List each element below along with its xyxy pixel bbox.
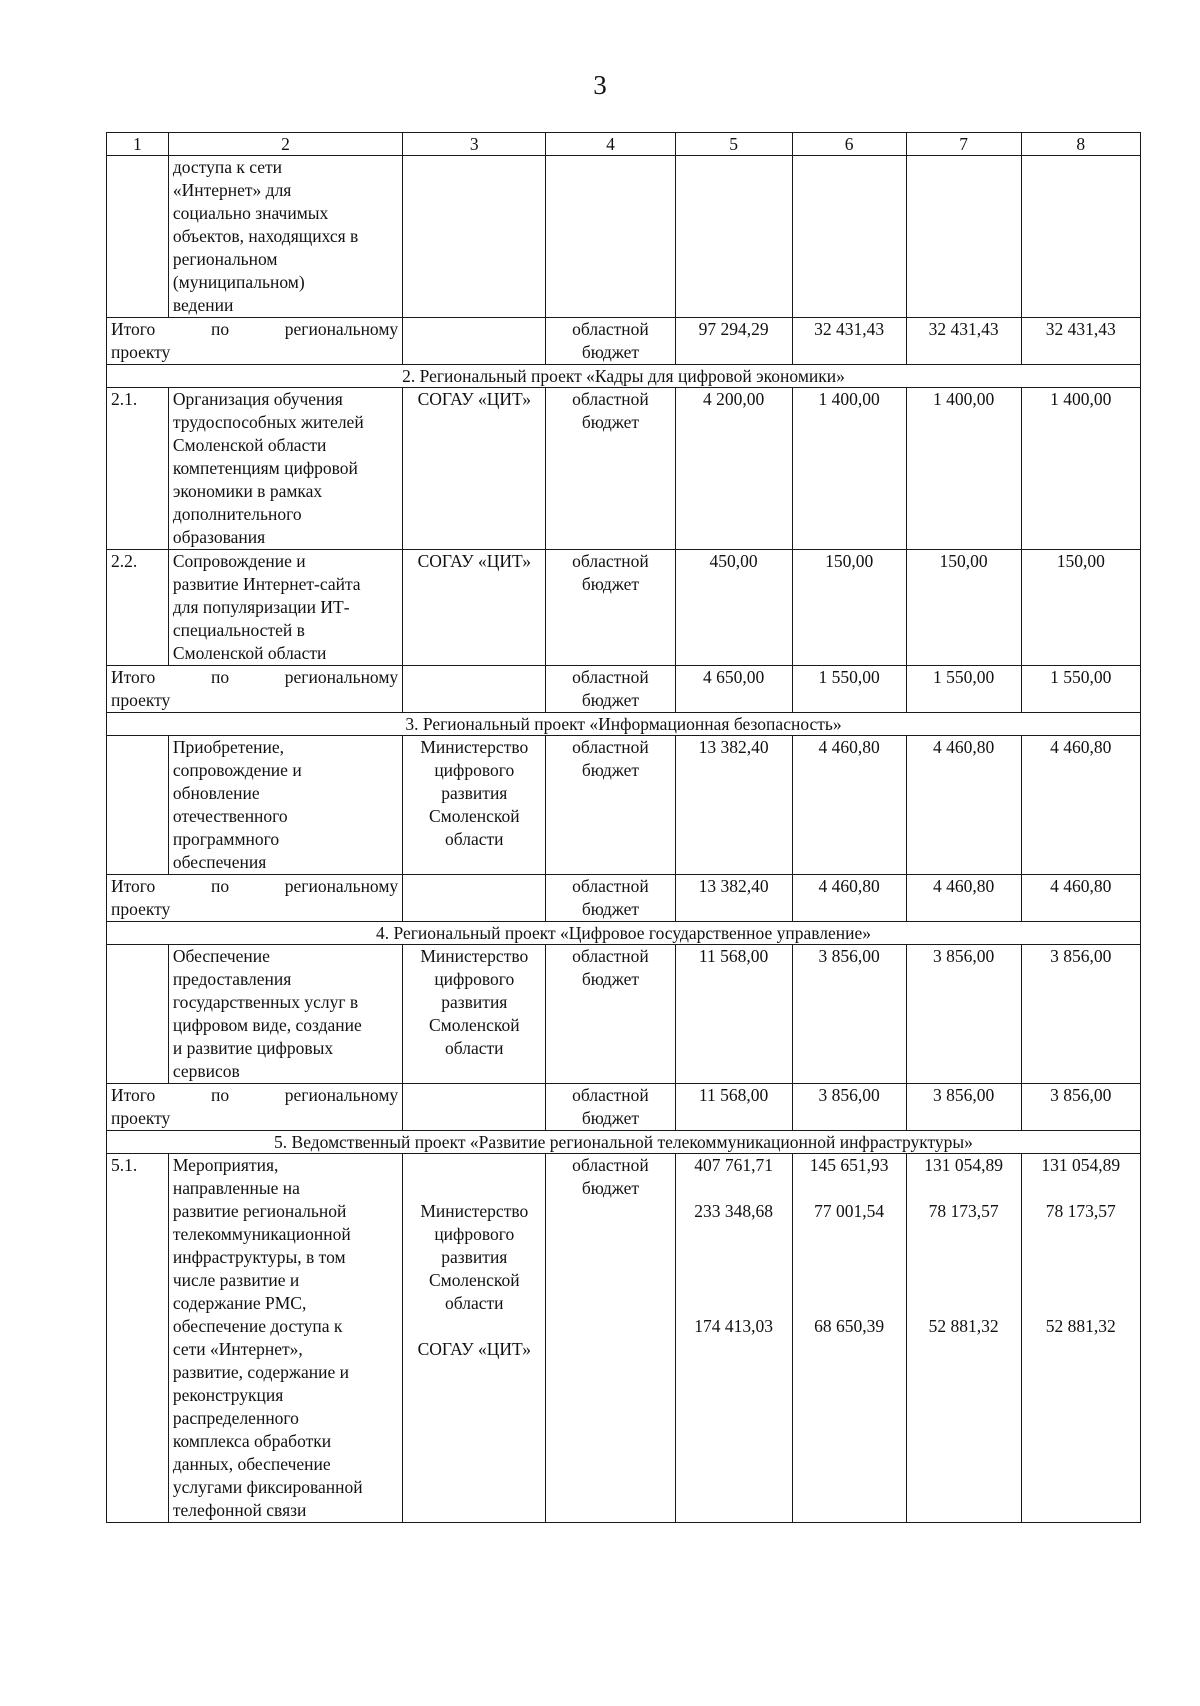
funding-source: областной бюджет — [546, 666, 675, 713]
value-cell: 3 856,00 — [1021, 1084, 1140, 1131]
table-row — [107, 156, 1141, 318]
section-title: 5. Ведомственный проект «Развитие региональной телекоммуникационной инфраструктуры» — [107, 1131, 1141, 1154]
value-cell: 1 400,00 — [792, 388, 906, 550]
value-cell: 3 856,00 — [1021, 945, 1140, 1084]
table-row — [107, 1154, 1141, 1523]
section-header-row — [107, 922, 1141, 945]
value-cell: 150,00 — [792, 550, 906, 666]
executor: Министерство цифрового развития Смоленской области — [403, 945, 546, 1084]
total-label: Итого по региональному проекту — [107, 318, 403, 365]
value-cell: 4 460,80 — [1021, 875, 1140, 922]
total-label: Итого по региональному проекту — [107, 875, 403, 922]
table-row — [107, 388, 1141, 550]
value-cell: 131 054,89 78 173,57 52 881,32 — [1021, 1154, 1140, 1523]
page-number: 3 — [593, 70, 607, 100]
funding-source — [546, 156, 675, 318]
total-label: Итого по региональному проекту — [107, 1084, 403, 1131]
value-cell: 13 382,40 — [675, 736, 792, 875]
executor: СОГАУ «ЦИТ» — [403, 388, 546, 550]
total-row — [107, 875, 1141, 922]
value-cell: 4 460,80 — [906, 875, 1021, 922]
table-row — [107, 550, 1141, 666]
value-cell — [675, 156, 792, 318]
executor: Министерство цифрового развития Смоленской области — [403, 736, 546, 875]
funding-source: областной бюджет — [546, 550, 675, 666]
executor — [403, 666, 546, 713]
value-cell: 131 054,89 78 173,57 52 881,32 — [906, 1154, 1021, 1523]
total-row — [107, 318, 1141, 365]
total-label: Итого по региональному проекту — [107, 666, 403, 713]
column-header: 4 — [546, 133, 675, 156]
value-cell: 3 856,00 — [792, 945, 906, 1084]
value-cell — [1021, 156, 1140, 318]
column-number-row — [107, 133, 1141, 156]
funding-source: областной бюджет — [546, 1154, 675, 1523]
value-cell: 1 550,00 — [792, 666, 906, 713]
value-cell: 97 294,29 — [675, 318, 792, 365]
event-name: Обеспечение предоставления государственных услуг в цифровом виде, создание и развитие цифровых сервисов — [168, 945, 402, 1084]
value-cell: 450,00 — [675, 550, 792, 666]
column-header: 8 — [1021, 133, 1140, 156]
total-row — [107, 1084, 1141, 1131]
column-header: 6 — [792, 133, 906, 156]
value-cell: 3 856,00 — [792, 1084, 906, 1131]
value-cell: 11 568,00 — [675, 945, 792, 1084]
value-cell: 11 568,00 — [675, 1084, 792, 1131]
value-cell: 32 431,43 — [1021, 318, 1140, 365]
row-number — [107, 736, 169, 875]
value-cell: 4 460,80 — [1021, 736, 1140, 875]
value-cell: 1 550,00 — [906, 666, 1021, 713]
table-row — [107, 945, 1141, 1084]
event-name: Приобретение, сопровождение и обновление отечественного программного обеспечения — [168, 736, 402, 875]
section-title: 4. Региональный проект «Цифровое государственное управление» — [107, 922, 1141, 945]
value-cell: 4 650,00 — [675, 666, 792, 713]
value-cell: 32 431,43 — [792, 318, 906, 365]
value-cell: 407 761,71 233 348,68 174 413,03 — [675, 1154, 792, 1523]
funding-source: областной бюджет — [546, 875, 675, 922]
value-cell: 145 651,93 77 001,54 68 650,39 — [792, 1154, 906, 1523]
executor — [403, 318, 546, 365]
funding-source: областной бюджет — [546, 388, 675, 550]
row-number — [107, 156, 169, 318]
executor: СОГАУ «ЦИТ» — [403, 550, 546, 666]
section-header-row — [107, 713, 1141, 736]
column-header: 2 — [168, 133, 402, 156]
event-name: Мероприятия, направленные на развитие региональной телекоммуникационной инфраструктуры, в том числе развитие и содержание РМС, обеспечение доступа к сети «Интернет», развитие, содержание и реконструкция распределенного комплекса обработки данных, обеспечение услугами фиксированной телефонной связи — [168, 1154, 402, 1523]
value-cell: 4 460,80 — [792, 875, 906, 922]
column-header: 1 — [107, 133, 169, 156]
row-number: 2.2. — [107, 550, 169, 666]
column-header: 5 — [675, 133, 792, 156]
section-title: 3. Региональный проект «Информационная безопасность» — [107, 713, 1141, 736]
table-row — [107, 736, 1141, 875]
row-number: 2.1. — [107, 388, 169, 550]
value-cell: 4 200,00 — [675, 388, 792, 550]
value-cell: 13 382,40 — [675, 875, 792, 922]
section-header-row — [107, 365, 1141, 388]
executor — [403, 875, 546, 922]
value-cell: 150,00 — [1021, 550, 1140, 666]
value-cell: 3 856,00 — [906, 1084, 1021, 1131]
section-header-row — [107, 1131, 1141, 1154]
section-title: 2. Региональный проект «Кадры для цифровой экономики» — [107, 365, 1141, 388]
value-cell: 32 431,43 — [906, 318, 1021, 365]
column-header: 3 — [403, 133, 546, 156]
row-number: 5.1. — [107, 1154, 169, 1523]
value-cell: 4 460,80 — [792, 736, 906, 875]
value-cell: 1 400,00 — [1021, 388, 1140, 550]
value-cell: 3 856,00 — [906, 945, 1021, 1084]
funding-source: областной бюджет — [546, 318, 675, 365]
executor: Министерство цифрового развития Смоленской области СОГАУ «ЦИТ» — [403, 1154, 546, 1523]
total-row — [107, 666, 1141, 713]
funding-source: областной бюджет — [546, 1084, 675, 1131]
value-cell: 1 550,00 — [1021, 666, 1140, 713]
executor — [403, 1084, 546, 1131]
event-name: Организация обучения трудоспособных жителей Смоленской области компетенциям цифровой экономики в рамках дополнительного образования — [168, 388, 402, 550]
value-cell: 150,00 — [906, 550, 1021, 666]
row-number — [107, 945, 169, 1084]
value-cell: 4 460,80 — [906, 736, 1021, 875]
funding-source: областной бюджет — [546, 945, 675, 1084]
value-cell: 1 400,00 — [906, 388, 1021, 550]
funding-source: областной бюджет — [546, 736, 675, 875]
budget-table — [106, 132, 1141, 1523]
event-name: доступа к сети «Интернет» для социально значимых объектов, находящихся в региональном (муниципальном) ведении — [168, 156, 402, 318]
value-cell — [906, 156, 1021, 318]
executor — [403, 156, 546, 318]
column-header: 7 — [906, 133, 1021, 156]
value-cell — [792, 156, 906, 318]
event-name: Сопровождение и развитие Интернет-сайта для популяризации ИТ- специальностей в Смоленской области — [168, 550, 402, 666]
